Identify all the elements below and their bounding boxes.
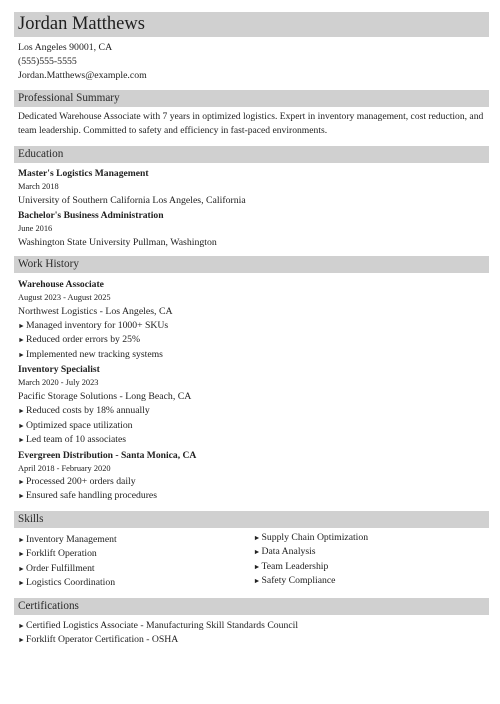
certifications-content <box>14 619 489 648</box>
candidate-name: Jordan Matthews <box>18 14 145 34</box>
list-item: ► Forklift Operation <box>18 547 254 562</box>
contact-block <box>14 41 489 84</box>
job-entry <box>18 278 489 363</box>
bullet-icon: ► <box>18 436 25 445</box>
list-item: ► Team Leadership <box>254 560 490 575</box>
job-entry <box>18 363 489 448</box>
degree-title: Bachelor's Business Administration <box>18 209 164 221</box>
skills-right-column <box>254 531 490 591</box>
list-item: ► Data Analysis <box>254 545 490 560</box>
bullet-icon: ► <box>18 550 25 559</box>
job-dates: April 2018 - February 2020 <box>18 463 111 473</box>
bullet-icon: ► <box>253 533 261 542</box>
section-header-work <box>14 256 489 273</box>
section-header-education <box>14 146 489 163</box>
school-name: University of Southern California Los Angeles, California <box>18 194 246 206</box>
job-entry <box>18 449 489 504</box>
contact-phone: (555)555-5555 <box>18 56 77 68</box>
skills-content <box>14 533 489 591</box>
certifications-list <box>18 619 489 648</box>
degree-title: Master's Logistics Management <box>18 167 149 179</box>
job-role: Inventory Specialist <box>18 364 100 376</box>
list-item: ► Led team of 10 associates <box>18 433 489 448</box>
list-item: ► Managed inventory for 1000+ SKUs <box>18 319 489 334</box>
bullet-icon: ► <box>18 579 25 588</box>
name-header <box>14 12 489 37</box>
section-title: Education <box>18 148 64 161</box>
education-entry <box>18 167 489 208</box>
bullet-icon: ► <box>253 577 261 586</box>
skills-left-column <box>18 533 254 591</box>
section-title: Work History <box>18 258 79 271</box>
list-item: ► Forklift Operator Certification - OSHA <box>18 633 489 648</box>
education-entry <box>18 209 489 250</box>
education-date: March 2018 <box>18 181 59 191</box>
job-role: Warehouse Associate <box>18 278 104 290</box>
list-item: ► Logistics Coordination <box>18 576 254 591</box>
education-content <box>14 167 489 250</box>
job-bullets <box>18 319 489 363</box>
list-item: ► Inventory Management <box>18 533 254 548</box>
list-item: ► Safety Compliance <box>254 574 490 589</box>
list-item: ► Reduced costs by 18% annually <box>18 404 489 419</box>
bullet-icon: ► <box>18 564 25 573</box>
contact-email: Jordan.Matthews@example.com <box>18 70 147 82</box>
list-item: ► Reduced order errors by 25% <box>18 333 489 348</box>
contact-address: Los Angeles 90001, CA <box>18 42 113 53</box>
section-title: Skills <box>18 513 44 526</box>
bullet-icon: ► <box>18 636 25 645</box>
bullet-icon: ► <box>18 407 25 416</box>
list-item: ► Implemented new tracking systems <box>18 348 489 363</box>
section-header-certifications <box>14 598 489 615</box>
section-header-summary <box>14 90 489 107</box>
job-dates: August 2023 - August 2025 <box>18 292 111 302</box>
list-item: ► Order Fulfillment <box>18 562 254 577</box>
list-item: ► Processed 200+ orders daily <box>18 475 489 490</box>
section-title: Certifications <box>18 600 79 613</box>
bullet-icon: ► <box>18 535 25 544</box>
education-date: June 2016 <box>18 223 53 233</box>
job-role: Evergreen Distribution - Santa Monica, CA <box>18 449 197 461</box>
summary-content <box>14 110 489 138</box>
bullet-icon: ► <box>253 562 261 571</box>
bullet-icon: ► <box>253 548 261 557</box>
school-name: Washington State University Pullman, Washington <box>18 236 217 248</box>
job-bullets <box>18 475 489 504</box>
section-title: Professional Summary <box>18 92 120 105</box>
bullet-icon: ► <box>18 477 25 486</box>
list-item: ► Certified Logistics Associate - Manufacturing Skill Standards Council <box>18 619 489 634</box>
work-content <box>14 278 489 504</box>
job-company: Northwest Logistics - Los Angeles, CA <box>18 305 173 317</box>
bullet-icon: ► <box>18 350 25 359</box>
job-bullets <box>18 404 489 448</box>
job-dates: March 2020 - July 2023 <box>18 378 99 388</box>
resume-page <box>14 12 489 648</box>
bullet-icon: ► <box>18 321 25 330</box>
job-company: Pacific Storage Solutions - Long Beach, CA <box>18 391 192 403</box>
list-item: ► Ensured safe handling procedures <box>18 489 489 504</box>
bullet-icon: ► <box>18 621 25 630</box>
section-header-skills <box>14 511 489 528</box>
list-item: ► Optimized space utilization <box>18 419 489 434</box>
list-item: ► Supply Chain Optimization <box>254 531 490 546</box>
bullet-icon: ► <box>18 336 25 345</box>
bullet-icon: ► <box>18 492 25 501</box>
bullet-icon: ► <box>18 421 25 430</box>
summary-text: Dedicated Warehouse Associate with 7 years in optimized logistics. Expert in inventory management, cost reduction, and team leadership. Committed to safety and efficiency in fast-paced environments. <box>18 110 484 136</box>
